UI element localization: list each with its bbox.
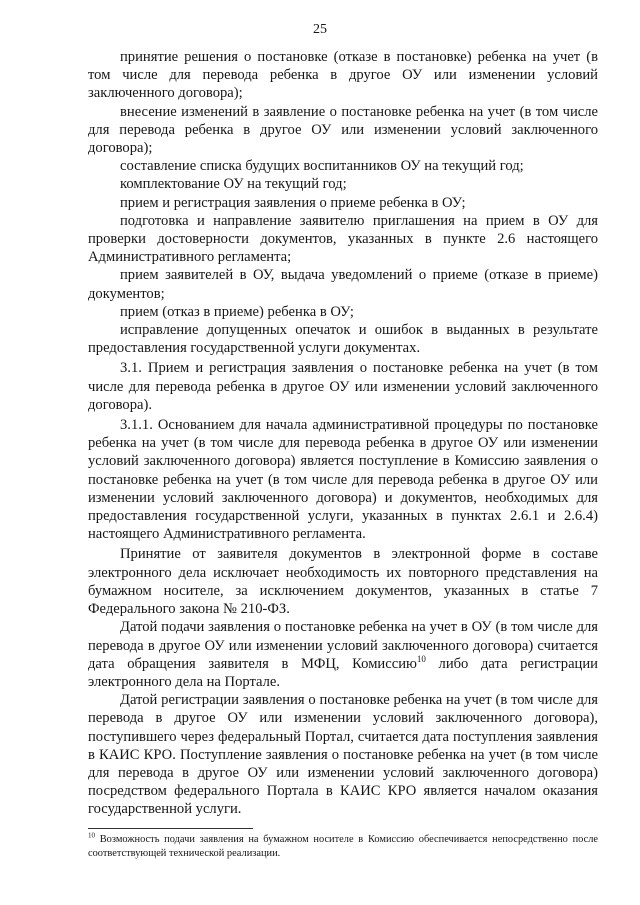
- paragraph: подготовка и направление заявителю приглашения на прием в ОУ для проверки достоверности документов, указанных в пункте 2.6 настоящего Административного регламента;: [88, 212, 598, 266]
- date-paragraph: [88, 618, 598, 691]
- section-3-1-1: 3.1.1. Основанием для начала административной процедуры по постановке ребенка на учет (в том числе для перевода ребенка в другое ОУ или изменении условий заключенного договора) является поступление в Комиссию заявления о постановке ребенка на учет (в том числе для перевода ребенка в другое ОУ или изменении условий заключенного договора) и документов, необходимых для предоставления государственной услуги, указанных в пунктах 2.6.1 и 2.6.4) настоящего Административного регламента.: [88, 417, 598, 543]
- footnote: [88, 833, 598, 861]
- paragraph: Принятие от заявителя документов в электронной форме в составе электронного дела исключает необходимость их повторного представления на бумажном носителе, за исключением документов, указанных в статье 7 Федерального закона № 210-ФЗ.: [88, 546, 598, 618]
- paragraph: прием (отказ в приеме) ребенка в ОУ;: [120, 303, 354, 320]
- paragraph: исправление допущенных опечаток и ошибок в выданных в результате предоставления государственной услуги документах.: [88, 322, 598, 357]
- paragraph: составление списка будущих воспитанников ОУ на текущий год;: [120, 158, 524, 175]
- footnote-reference: 10: [416, 653, 426, 664]
- body-text: [88, 48, 598, 819]
- date-paragraph-text: Датой подачи заявления о постановке ребенка на учет в ОУ (в том числе для перевода в другое ОУ или изменении условий заключенного договора) считается дата обращения заявителя в МФЦ, Комиссию: [88, 619, 598, 672]
- footnote-text: Возможность подачи заявления на бумажном носителе в Комиссию обеспечивается непосредственно после соответствующей технической реализации.: [88, 834, 598, 859]
- page-number: 25: [313, 22, 327, 37]
- paragraph: внесение изменений в заявление о постановке ребенка на учет (в том числе для перевода ребенка в другое ОУ или изменении условий заключенного договора);: [88, 103, 598, 157]
- paragraph: принятие решения о постановке (отказе в постановке) ребенка на учет (в том числе для перевода ребенка в другое ОУ или изменении условий заключенного договора);: [88, 49, 598, 102]
- paragraph: комплектование ОУ на текущий год;: [120, 176, 347, 193]
- paragraph: прием и регистрация заявления о приеме ребенка в ОУ;: [120, 194, 466, 211]
- paragraph: прием заявителей в ОУ, выдача уведомлений о приеме (отказе в приеме) документов;: [88, 267, 598, 302]
- section-heading-3-1: 3.1. Прием и регистрация заявления о постановке ребенка на учет (в том числе для перевода ребенка в другое ОУ или изменении условий заключенного договора).: [88, 360, 598, 413]
- footnote-marker: 10: [88, 831, 95, 840]
- paragraph: Датой регистрации заявления о постановке ребенка на учет (в том числе для перевода в другое ОУ или изменении условий заключенного договора), поступившего через федеральный Портал, считается дата поступления заявления в КАИС КРО. Поступление заявления о постановке ребенка на учет (в том числе для перевода в другое ОУ или изменении условий заключенного договора) посредством федерального Портала в КАИС КРО является началом оказания государственной услуги.: [88, 692, 598, 818]
- date-paragraph-text-end: либо дата регистрации электронного дела на Портале.: [88, 655, 598, 690]
- footnote-divider: [88, 828, 253, 829]
